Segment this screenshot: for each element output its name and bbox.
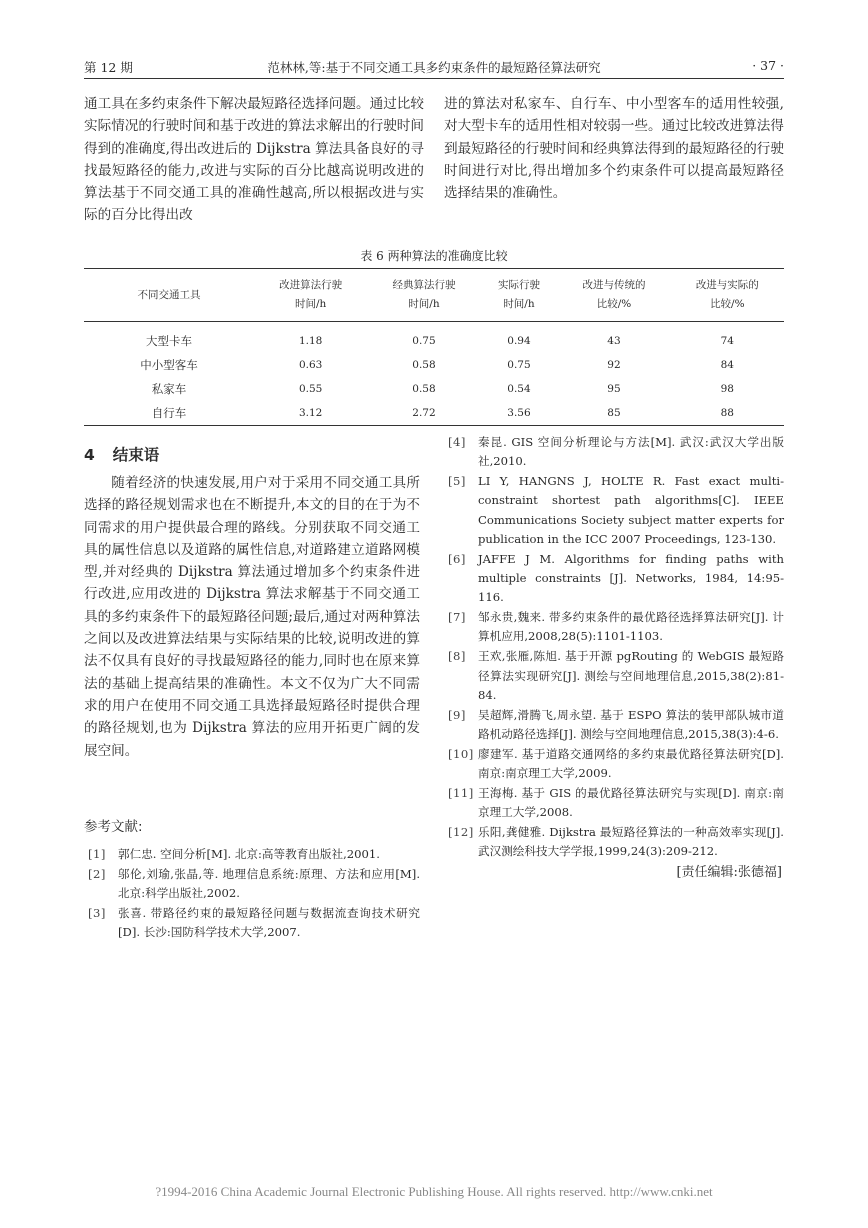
table-cell: 大型卡车	[146, 334, 192, 348]
table-cell: 3.12	[254, 401, 367, 426]
section-number: 4	[84, 446, 95, 464]
column-header: 改进算法行驶 时间/h	[254, 269, 367, 322]
table-cell: 74	[720, 335, 734, 347]
page-number: · 37 ·	[752, 58, 784, 73]
reference-item: [3] 张喜. 带路径约束的最短路径问题与数据流查询技术研究[D]. 长沙:国防科学技术大学,2007.	[88, 905, 420, 940]
table-cell: 0.58	[412, 359, 436, 371]
table-cell: 0.63	[298, 359, 323, 371]
intro-right-column	[444, 93, 784, 204]
running-title: 范林林,等:基于不同交通工具多约束条件的最短路径算法研究	[267, 60, 601, 75]
table-row	[84, 353, 784, 377]
reference-item: [12] 乐阳,龚健雅. Dijkstra 最短路径算法的一种高效率实现[J]. 武汉测绘科技大学学报,1999,24(3):209-212.	[448, 824, 784, 859]
references-right	[448, 433, 784, 882]
reference-item: [4] 秦昆. GIS 空间分析理论与方法[M]. 武汉:武汉大学出版社,2010.	[448, 435, 784, 469]
reference-item: [7] 邹永贵,魏来. 带多约束条件的最优路径选择算法研究[J]. 计算机应用,2008,28(5):1101-1103.	[448, 610, 784, 644]
reference-item: [2] 邬伦,刘瑜,张晶,等. 地理信息系统:原理、方法和应用[M]. 北京:科学出版社,2002.	[88, 866, 420, 901]
table-cell: 98	[720, 383, 734, 395]
reference-item: [8] 王欢,张雁,陈旭. 基于开源 pgRouting 的 WebGIS 最短路径算法实现研究[J]. 测绘与空间地理信息,2015,38(2):81-84.	[448, 649, 784, 702]
references-left	[88, 845, 420, 943]
table-header-row	[84, 269, 784, 322]
table-cell: 0.75	[412, 335, 436, 347]
column-header: 改进与实际的 比较/%	[671, 269, 784, 322]
table-cell: 43	[607, 335, 621, 347]
table-cell: 自行车	[84, 401, 254, 426]
table-row	[84, 377, 784, 401]
reference-item: [9] 吴超辉,滑腾飞,周永望. 基于 ESPO 算法的装甲部队城市道路机动路径选择[J]. 测绘与空间地理信息,2015,38(3):4-6.	[448, 707, 784, 741]
table-cell: 2.72	[367, 401, 480, 426]
intro-left-column	[84, 93, 424, 227]
table-cell: 0.75	[507, 359, 531, 371]
reference-item: [1] 郭仁忠. 空间分析[M]. 北京:高等教育出版社,2001.	[88, 847, 380, 861]
table-cell: 92	[607, 359, 621, 371]
issue-number: 第 12 期	[84, 60, 133, 75]
reference-item: [6] JAFFE J M. Algorithms for finding paths with multiple constraints [J]. Networks, 1984, 14:95-116.	[448, 551, 784, 605]
header-rule	[84, 78, 784, 79]
conclusion-paragraph: 随着经济的快速发展,用户对于采用不同交通工具所选择的路径规划需求也在不断提升,本文的目的在于为不同需求的用户提供最合理的路线。分别获取不同交通工具的属性信息以及道路的属性信息,对道路建立道路网模型,并对经典的 Dijkstra 算法通过增加多个约束条件进行改进,应用改进的 Dijkstra 算法求解基于不同交通工具的多约束条件下的最短路径问题;最后,通过对两种算法之间以及改进算法结果与实际结果的比较,说明改进的算法不仅具有良好的寻找最短路径的能力,同时也在原来算法的基础上提高结果的准确性。本文不仅为广大不同需求的用户在使用不同交通工具选择最短路径时提供合理的路径规划,也为 Dijkstra 算法的应用开拓更广阔的发展空间。	[84, 475, 420, 759]
copyright-footer: ?1994-2016 China Academic Journal Electronic Publishing House. All rights reserved. http://www.cnki.net	[155, 1184, 713, 1199]
table-cell: 0.55	[298, 383, 323, 395]
table-cell: 1.18	[298, 335, 323, 347]
table-cell: 84	[720, 359, 734, 371]
column-header: 经典算法行驶 时间/h	[367, 269, 480, 322]
reference-item: [5] LI Y, HANGNS J, HOLTE R. Fast exact multi-constraint shortest path algorithms[C]. IEEE Communications Society subject matter experts for publication in the ICC 2007 Proceedings, 123-130.	[448, 474, 784, 546]
column-header: 改进与传统的 比较/%	[557, 269, 670, 322]
intro-right-text: 进的算法对私家车、自行车、中小型客车的适用性较强,对大型卡车的适用性相对较弱一些。通过比较改进算法得到最短路径的行驶时间和经典算法得到的最短路径的行驶时间进行对比,得出增加多个约束条件可以提高最短路径选择结果的准确性。	[444, 96, 784, 202]
references-heading: 参考文献:	[84, 819, 143, 835]
table-row	[84, 322, 784, 354]
table-cell: 95	[607, 383, 621, 395]
column-header: 实际行驶 时间/h	[481, 269, 558, 322]
table-cell: 中小型客车	[140, 358, 198, 372]
table-caption: 表 6 两种算法的准确度比较	[360, 249, 508, 263]
reference-item: [11] 王海梅. 基于 GIS 的最优路径算法研究与实现[D]. 南京:南京理工大学,2008.	[448, 785, 784, 820]
intro-left-text: 通工具在多约束条件下解决最短路径选择问题。通过比较实际情况的行驶时间和基于改进的算法求解出的行驶时间得到的准确度,得出改进后的 Dijkstra 算法具备良好的寻找最短路径的能力,改进与实际的百分比越高说明改进的算法基于不同交通工具的准确性越高,所以根据改进与实际的百分比得出改	[84, 96, 424, 224]
comparison-table	[84, 268, 784, 426]
table-cell: 3.56	[481, 401, 558, 426]
table-cell: 85	[557, 401, 670, 426]
table-cell: 0.54	[507, 383, 531, 395]
conclusion-column	[84, 472, 420, 762]
reference-item: [10] 廖建军. 基于道路交通网络的多约束最优路径算法研究[D]. 南京:南京理工大学,2009.	[448, 746, 784, 781]
table-cell: 0.58	[412, 383, 436, 395]
table-cell: 0.94	[507, 335, 531, 347]
table-row	[84, 401, 784, 426]
section-title: 结束语	[112, 446, 160, 464]
running-header	[84, 58, 784, 74]
column-header: 不同交通工具	[84, 269, 254, 322]
section-heading	[84, 443, 159, 465]
table-cell: 88	[671, 401, 784, 426]
responsible-editor: [责任编辑:张德福]	[676, 864, 782, 880]
table-cell: 私家车	[151, 382, 187, 396]
